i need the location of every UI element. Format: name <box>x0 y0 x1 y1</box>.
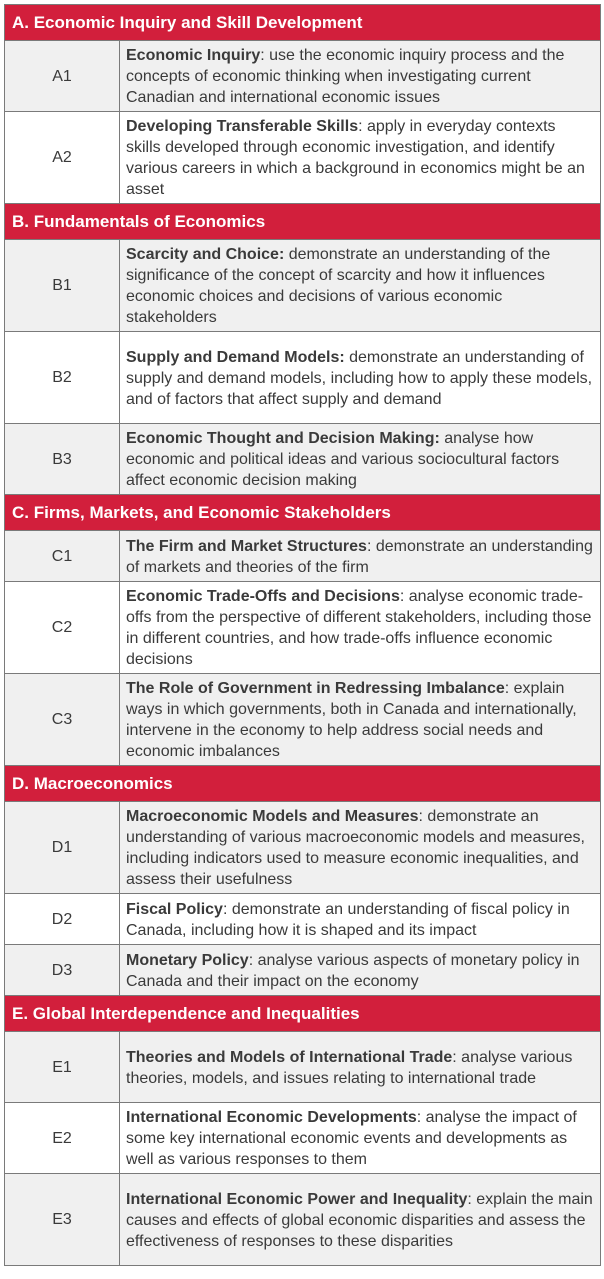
expectation-code: E1 <box>5 1032 120 1103</box>
section-title: B. Fundamentals of Economics <box>5 204 601 240</box>
expectation-description <box>120 802 601 894</box>
expectation-code: B1 <box>5 240 120 332</box>
expectation-term: International Economic Power and Inequality <box>126 1190 468 1208</box>
section-header-row <box>5 495 601 531</box>
expectation-code: E2 <box>5 1103 120 1174</box>
expectation-description <box>120 112 601 204</box>
expectation-code: C3 <box>5 674 120 766</box>
expectation-description <box>120 945 601 996</box>
expectation-description <box>120 240 601 332</box>
expectation-term: The Role of Government in Redressing Imbalance <box>126 680 505 697</box>
expectation-row <box>5 1032 601 1103</box>
expectation-row <box>5 332 601 424</box>
expectation-text: : demonstrate an understanding of markets and theories of the firm <box>126 537 593 576</box>
expectation-text: : explain the main causes and effects of global economic disparities and assess the effectiveness of responses to these disparities <box>126 1190 593 1250</box>
expectation-row <box>5 424 601 495</box>
expectation-code: A2 <box>5 112 120 204</box>
expectation-row <box>5 531 601 582</box>
expectation-description <box>120 582 601 674</box>
expectation-description <box>120 424 601 495</box>
expectation-code: C2 <box>5 582 120 674</box>
expectation-term: The Firm and Market Structures <box>126 537 367 555</box>
section-title: D. Macroeconomics <box>5 766 601 802</box>
section-title: C. Firms, Markets, and Economic Stakeholders <box>5 495 601 531</box>
section-header-row <box>5 5 601 41</box>
expectation-text: demonstrate an understanding of the significance of the concept of scarcity and how it influences economic choices and decisions of various economic stakeholders <box>126 246 551 326</box>
section-header-row <box>5 996 601 1032</box>
expectation-description <box>120 1032 601 1103</box>
expectation-code: B2 <box>5 332 120 424</box>
expectation-row <box>5 802 601 894</box>
section-header-row <box>5 204 601 240</box>
expectation-term: Fiscal Policy <box>126 900 223 918</box>
expectation-code: B3 <box>5 424 120 495</box>
section-title: A. Economic Inquiry and Skill Development <box>5 5 601 41</box>
expectation-row <box>5 582 601 674</box>
expectation-text: demonstrate an understanding of supply and demand models, including how to apply these models, and of factors that affect supply and demand <box>126 348 593 408</box>
curriculum-expectations-table <box>4 4 601 1266</box>
expectation-text: : demonstrate an understanding of fiscal policy in Canada, including how it is shaped and its impact <box>126 900 570 939</box>
expectation-term: International Economic Developments <box>126 1109 417 1126</box>
expectation-row <box>5 894 601 945</box>
expectation-code: C1 <box>5 531 120 582</box>
expectation-row <box>5 41 601 112</box>
expectation-row <box>5 674 601 766</box>
expectation-code: D1 <box>5 802 120 894</box>
expectation-description <box>120 894 601 945</box>
expectation-term: Scarcity and Choice: <box>126 246 285 263</box>
expectation-description <box>120 332 601 424</box>
expectation-text: : analyse the impact of some key international economic events and developments as well as various responses to them <box>126 1109 577 1168</box>
expectation-text: : use the economic inquiry process and the concepts of economic thinking when investigating current Canadian and international economic issues <box>126 47 565 106</box>
expectation-description <box>120 531 601 582</box>
expectation-text: : analyse various aspects of monetary policy in Canada and their impact on the economy <box>126 951 580 990</box>
expectation-term: Economic Trade-Offs and Decisions <box>126 588 400 605</box>
expectation-text: : analyse economic trade-offs from the perspective of different stakeholders, including those in different countries, and how trade-offs influence economic decisions <box>126 588 592 668</box>
expectation-term: Monetary Policy <box>126 951 249 969</box>
expectation-row <box>5 945 601 996</box>
expectation-term: Macroeconomic Models and Measures <box>126 808 419 825</box>
expectation-text: : analyse various theories, models, and issues relating to international trade <box>126 1048 573 1087</box>
expectation-term: Economic Inquiry <box>126 47 261 64</box>
expectation-text: : demonstrate an understanding of various macroeconomic models and measures, including indicators used to measure economic inequalities, and assess their usefulness <box>126 808 585 888</box>
expectation-row <box>5 1103 601 1174</box>
expectation-text: : apply in everyday contexts skills developed through economic investigation, and identify various careers in which a background in economics might be an asset <box>126 118 585 198</box>
table-body <box>5 5 601 1266</box>
expectation-row <box>5 112 601 204</box>
expectation-code: D2 <box>5 894 120 945</box>
expectation-term: Developing Transferable Skills <box>126 118 359 135</box>
section-header-row <box>5 766 601 802</box>
expectation-code: E3 <box>5 1174 120 1266</box>
expectation-text: : explain ways in which governments, both in Canada and internationally, intervene in the economy to help address social needs and economic imbalances <box>126 680 577 760</box>
expectation-term: Theories and Models of International Trade <box>126 1048 453 1066</box>
expectation-description <box>120 1103 601 1174</box>
expectation-code: D3 <box>5 945 120 996</box>
expectation-row <box>5 240 601 332</box>
expectation-term: Economic Thought and Decision Making: <box>126 430 440 447</box>
expectation-code: A1 <box>5 41 120 112</box>
expectation-description <box>120 674 601 766</box>
expectation-text: analyse how economic and political ideas and various sociocultural factors affect economic decision making <box>126 430 560 489</box>
expectation-description <box>120 41 601 112</box>
expectation-description <box>120 1174 601 1266</box>
expectation-term: Supply and Demand Models: <box>126 348 345 366</box>
section-title: E. Global Interdependence and Inequalities <box>5 996 601 1032</box>
expectation-row <box>5 1174 601 1266</box>
